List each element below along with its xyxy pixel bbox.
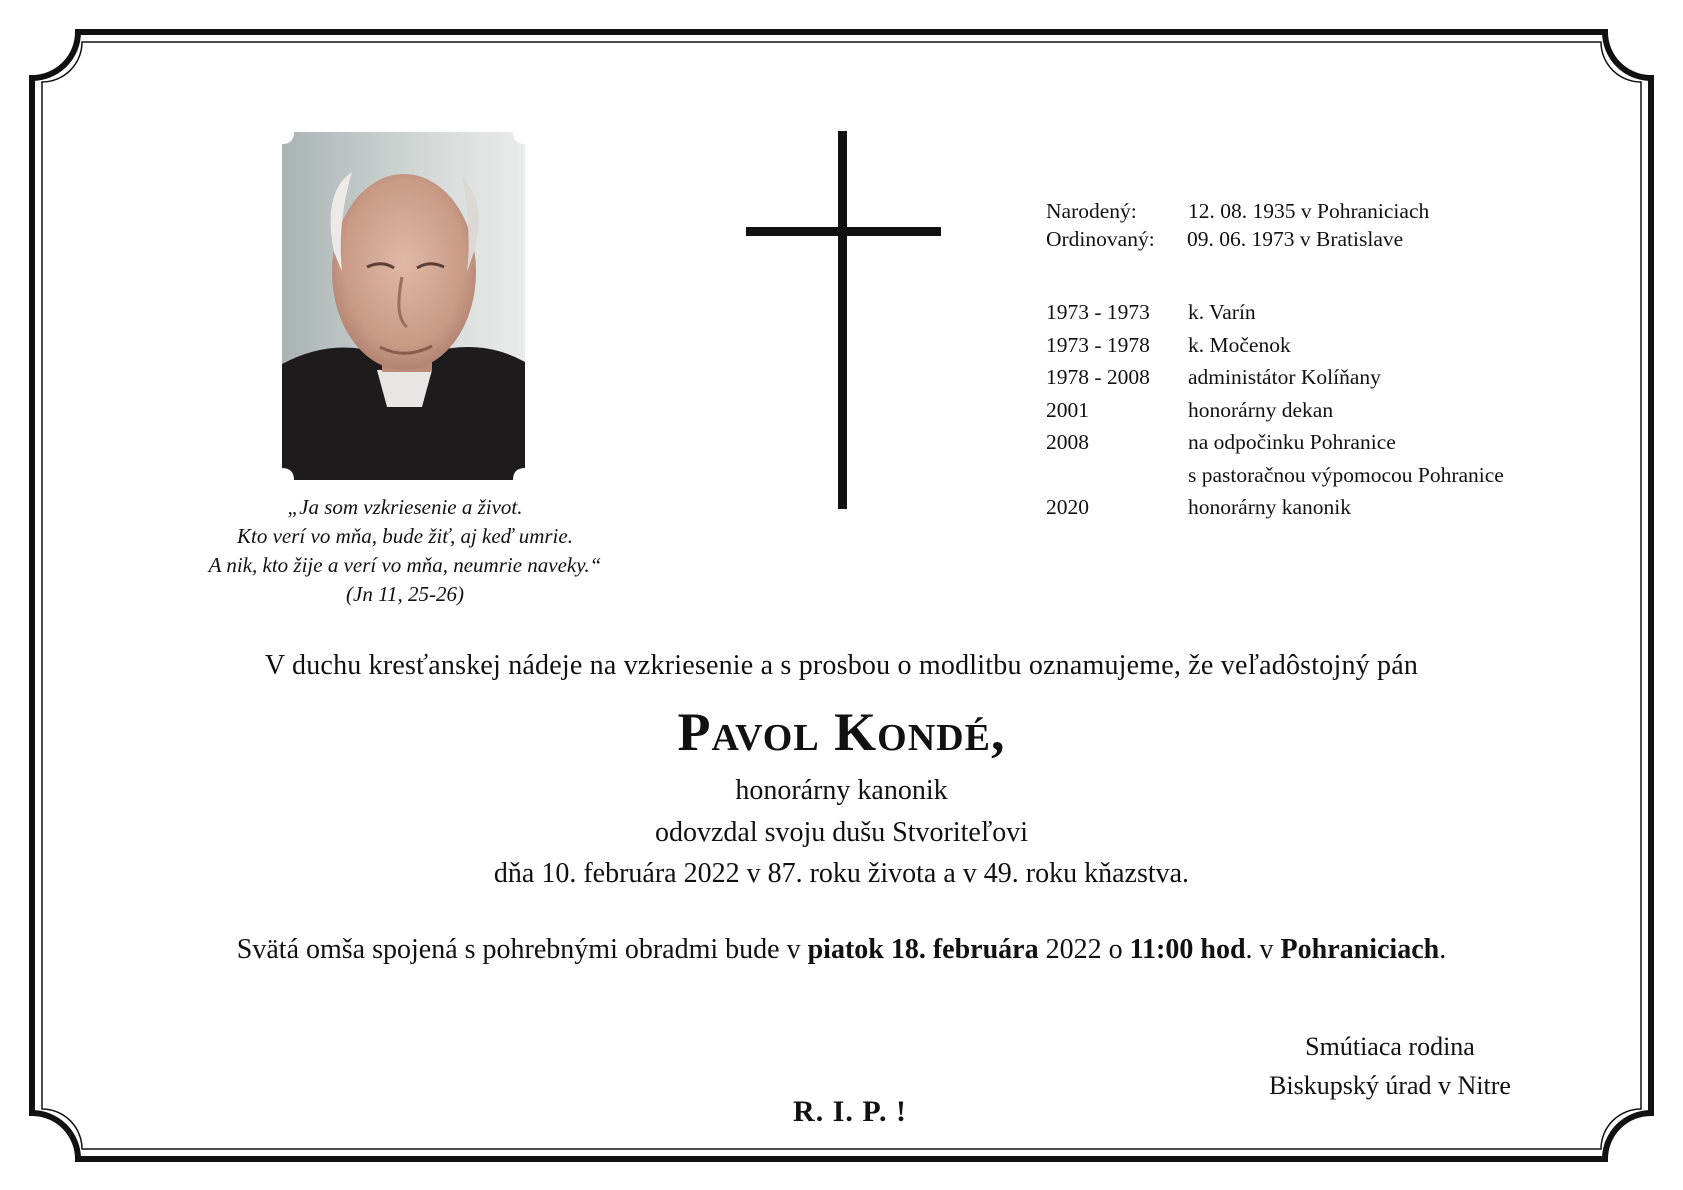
signature-bishopric: Biskupský úrad v Nitre xyxy=(1269,1071,1511,1100)
career-description: honorárny dekan xyxy=(1188,397,1334,422)
funeral-mass-info xyxy=(60,932,1623,968)
quote-line: „Ja som vzkriesenie a život. xyxy=(287,495,523,519)
mass-time: 11:00 hod xyxy=(1129,934,1246,965)
career-years: 2020 xyxy=(1046,495,1089,519)
quote-reference: (Jn 11, 25-26) xyxy=(346,582,464,606)
mass-day: piatok 18. februára xyxy=(807,934,1039,965)
date-line: dňa 10. februára 2022 v 87. roku života a v 49. roku kňazstva. xyxy=(493,858,1190,889)
deceased-title: honorárny kanonik xyxy=(735,775,948,806)
mass-place: Pohraniciach xyxy=(1280,934,1440,965)
mass-text: . v xyxy=(1245,934,1281,965)
career-years: 2008 xyxy=(1046,430,1089,454)
career-description: k. Močenok xyxy=(1188,332,1291,357)
career-years: 1973 - 1978 xyxy=(1046,332,1150,357)
ordination-value: 09. 06. 1973 v Bratislave xyxy=(1187,227,1404,251)
deceased-name: Pavol Kondé, xyxy=(677,702,1006,762)
career-years: 1978 - 2008 xyxy=(1046,365,1150,389)
career-description: na odpočinku Pohranice xyxy=(1188,430,1396,454)
career-description: s pastoračnou výpomocou Pohranice xyxy=(1188,462,1504,487)
birth-label: Narodený: xyxy=(1046,199,1137,223)
rip-text: R. I. P. ! xyxy=(793,1095,907,1128)
birth-value: 12. 08. 1935 v Pohraniciach xyxy=(1188,199,1430,223)
career-description: honorárny kanonik xyxy=(1188,495,1352,519)
announcement-text: V duchu kresťanskej nádeje na vzkriesenie a s prosbou o modlitbu oznamujeme, že veľadôstojný pán xyxy=(264,650,1419,681)
mass-text: Svätá omša spojená s pohrebnými obradmi bude v xyxy=(236,934,808,965)
portrait-photo xyxy=(282,132,525,480)
mass-text: 2022 o xyxy=(1038,934,1130,965)
quote-line: A nik, kto žije a verí vo mňa, neumrie naveky.“ xyxy=(208,553,602,577)
career-description: k. Varín xyxy=(1188,300,1256,324)
bible-quote xyxy=(150,493,660,609)
quote-line: Kto verí vo mňa, bude žiť, aj keď umrie. xyxy=(237,524,573,548)
career-description: administátor Kolíňany xyxy=(1188,365,1381,389)
ordination-label: Ordinovaný: xyxy=(1046,227,1155,251)
career-years: 1973 - 1973 xyxy=(1046,300,1150,324)
mass-text: . xyxy=(1439,934,1447,965)
signature-family: Smútiaca rodina xyxy=(1305,1032,1475,1061)
career-years: 2001 xyxy=(1046,397,1089,422)
cross-icon xyxy=(746,131,941,509)
passed-line: odovzdal svoju dušu Stvoriteľovi xyxy=(654,817,1029,848)
